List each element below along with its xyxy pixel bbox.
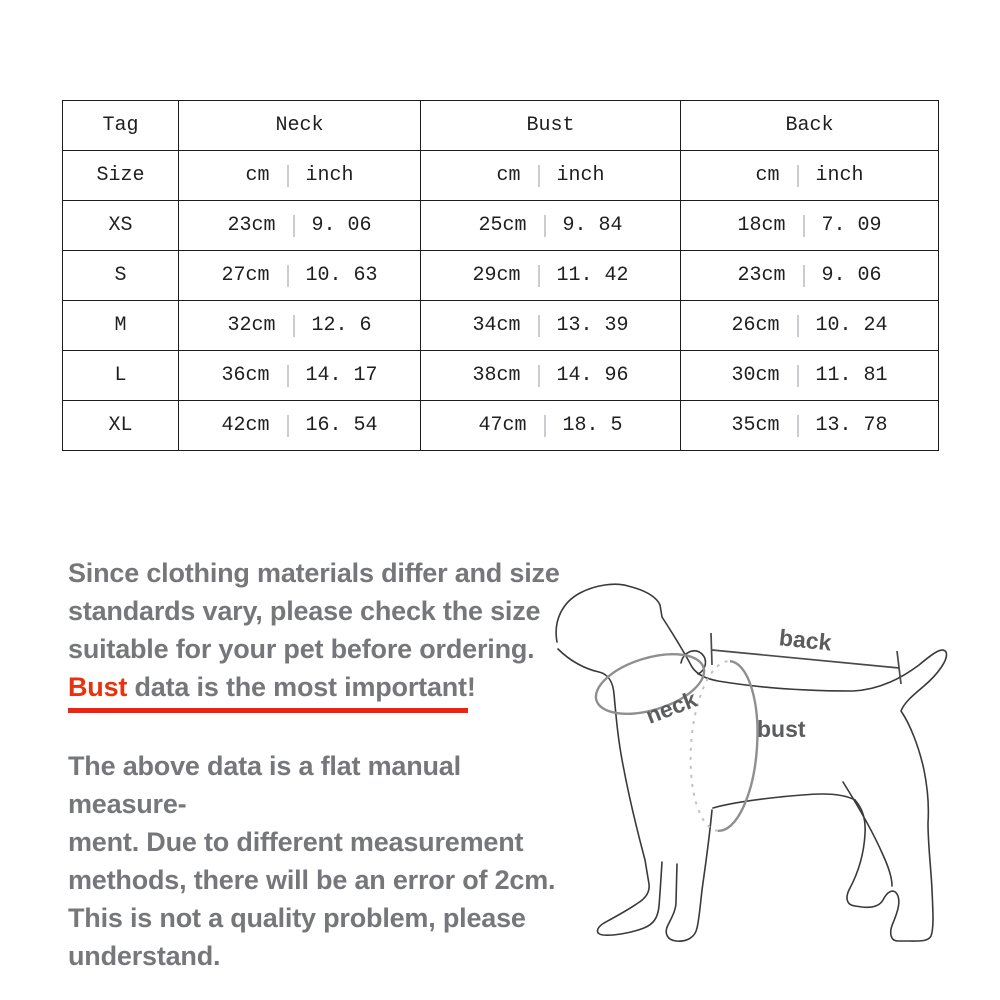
cm-inch-divider: [803, 215, 805, 237]
value-inch: 14. 17: [305, 364, 378, 387]
value-inch: 9. 84: [562, 214, 623, 237]
cm-inch-divider: [287, 165, 289, 187]
value-inch: 7. 09: [821, 214, 882, 237]
value-inch: 13. 39: [556, 314, 629, 337]
cm-inch-divider: [797, 365, 799, 387]
dog-outline: [556, 584, 946, 941]
neck-value-cell: [179, 314, 420, 337]
back-value-cell: [681, 414, 938, 437]
cm-inch-divider: [803, 265, 805, 287]
table-row-xl: [63, 401, 939, 451]
cm-inch-divider: [287, 365, 289, 387]
value-inch: 18. 5: [562, 414, 623, 437]
note-line: standards vary, please check the size: [68, 596, 541, 626]
value-cm: 26cm: [731, 314, 780, 337]
dog-front-leg-far: [666, 810, 712, 941]
cm-inch-divider: [797, 415, 799, 437]
value-cm: 38cm: [472, 364, 521, 387]
unit-cm: cm: [245, 164, 270, 187]
table-subheader-row: [63, 151, 939, 201]
dog-belly-line: [713, 794, 855, 808]
size-label: S: [63, 251, 179, 301]
value-inch: 14. 96: [556, 364, 629, 387]
unit-inch: inch: [815, 164, 864, 187]
back-value-cell: [681, 314, 938, 337]
value-inch: 11. 81: [815, 364, 888, 387]
unit-cm: cm: [755, 164, 780, 187]
bust-value-cell: [421, 314, 680, 337]
table-row-s: [63, 251, 939, 301]
bust-label: bust: [757, 716, 806, 742]
value-inch: 10. 63: [305, 264, 378, 287]
cm-inch-divider: [797, 165, 799, 187]
value-inch: 12. 6: [311, 314, 372, 337]
value-cm: 36cm: [221, 364, 270, 387]
value-cm: 34cm: [472, 314, 521, 337]
cm-inch-divider: [293, 215, 295, 237]
bust-value-cell: [421, 214, 680, 237]
size-chart-table: [62, 100, 939, 451]
value-inch: 10. 24: [815, 314, 888, 337]
cm-inch-divider: [538, 365, 540, 387]
value-cm: 32cm: [227, 314, 276, 337]
back-value-cell: [681, 264, 938, 287]
neck-label: neck: [642, 685, 701, 729]
note-line: This is not a quality problem, please: [68, 903, 526, 933]
size-label: XL: [63, 401, 179, 451]
cm-inch-divider: [293, 315, 295, 337]
note-line: understand.: [68, 941, 221, 971]
back-unit-cell: [681, 164, 938, 187]
value-inch: 9. 06: [821, 264, 882, 287]
value-cm: 35cm: [731, 414, 780, 437]
unit-inch: inch: [556, 164, 605, 187]
note-line-highlight: [68, 668, 573, 706]
size-label: XS: [63, 201, 179, 251]
size-label: M: [63, 301, 179, 351]
cm-inch-divider: [544, 415, 546, 437]
cm-inch-divider: [538, 165, 540, 187]
subheader-size: Size: [63, 151, 179, 201]
back-value-cell: [681, 364, 938, 387]
cm-inch-divider: [538, 265, 540, 287]
table-row-m: [63, 301, 939, 351]
value-cm: 29cm: [472, 264, 521, 287]
value-cm: 18cm: [737, 214, 786, 237]
note-line: The above data is a flat manual measure-: [68, 751, 461, 819]
value-inch: 9. 06: [311, 214, 372, 237]
value-cm: 23cm: [227, 214, 276, 237]
value-cm: 30cm: [731, 364, 780, 387]
back-label: back: [777, 624, 833, 656]
neck-value-cell: [179, 414, 420, 437]
bust-highlight: Bust: [68, 672, 128, 702]
table-row-xs: [63, 201, 939, 251]
cm-inch-divider: [287, 265, 289, 287]
value-cm: 25cm: [478, 214, 527, 237]
size-label: L: [63, 351, 179, 401]
sizing-note: [68, 554, 573, 706]
neck-unit-cell: [179, 164, 420, 187]
table-row-l: [63, 351, 939, 401]
bust-ring-solid: [718, 661, 763, 833]
neck-value-cell: [179, 364, 420, 387]
value-inch: 11. 42: [556, 264, 629, 287]
neck-value-cell: [179, 214, 420, 237]
cm-inch-divider: [544, 215, 546, 237]
unit-inch: inch: [305, 164, 354, 187]
table-header-row: [63, 101, 939, 151]
value-cm: 27cm: [221, 264, 270, 287]
value-cm: 47cm: [478, 414, 527, 437]
value-inch: 16. 54: [305, 414, 378, 437]
bust-value-cell: [421, 364, 680, 387]
header-neck: Neck: [179, 101, 421, 151]
cm-inch-divider: [797, 315, 799, 337]
unit-cm: cm: [496, 164, 521, 187]
note-line: suitable for your pet before ordering.: [68, 634, 535, 664]
value-inch: 13. 78: [815, 414, 888, 437]
measure-tick-left: [711, 633, 712, 665]
dog-measurement-diagram: [545, 575, 965, 970]
cm-inch-divider: [538, 315, 540, 337]
cm-inch-divider: [287, 415, 289, 437]
value-cm: 42cm: [221, 414, 270, 437]
value-cm: 23cm: [737, 264, 786, 287]
header-tag: Tag: [63, 101, 179, 151]
dog-front-leg-near: [558, 649, 662, 935]
note-line: Since clothing materials differ and size: [68, 558, 560, 588]
measurement-note: [68, 747, 573, 975]
note-line: methods, there will be an error of 2cm.: [68, 865, 556, 895]
header-back: Back: [681, 101, 939, 151]
header-bust: Bust: [421, 101, 681, 151]
neck-value-cell: [179, 264, 420, 287]
back-value-cell: [681, 214, 938, 237]
highlight-rest: data is the most important!: [127, 672, 476, 702]
note-line: ment. Due to different measurement: [68, 827, 524, 857]
bust-value-cell: [421, 264, 680, 287]
bust-value-cell: [421, 414, 680, 437]
red-underline: [68, 708, 468, 713]
bust-unit-cell: [421, 164, 680, 187]
